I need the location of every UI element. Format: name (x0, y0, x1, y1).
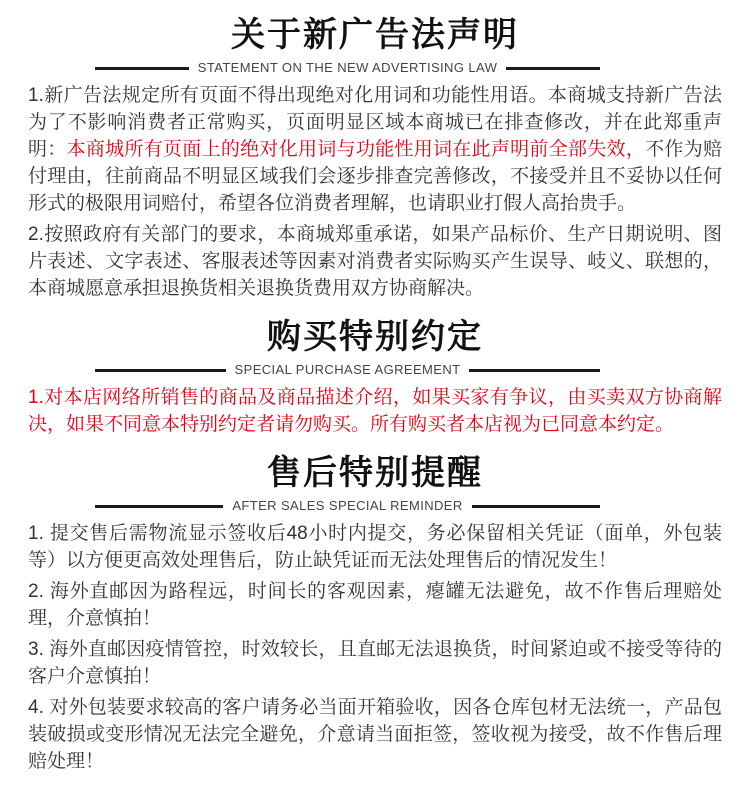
section-title-after-sales: 售后特别提醒 (267, 454, 483, 492)
text-segment: 1. 提交售后需物流显示签收后48小时内提交，务必保留相关凭证（面单，外包装等）以方便更高效处理售后，防止缺凭证而无法处理售后的情况发生！ (28, 523, 722, 571)
section-body-purchase-agreement (0, 384, 750, 438)
divider-line-right (472, 505, 600, 508)
section-purchase-agreement (0, 318, 750, 438)
paragraph-after-sales-1 (28, 520, 722, 574)
section-title-advertising-law: 关于新广告法声明 (231, 16, 519, 54)
text-segment: 2.按照政府有关部门的要求，本商城郑重承诺，如果产品标价、生产日期说明、图片表述、文字表述、客服表述等因素对消费者实际购买产生误导、岐义、联想的，本商城愿意承担退换货相关退换货费用双方协商解决。 (28, 224, 722, 299)
paragraph-advertising-law-2 (28, 221, 722, 302)
paragraph-advertising-law-1 (28, 82, 722, 217)
divider-line-left (95, 67, 189, 70)
text-segment: 不作为赔付理由，往前商品不明显区域我们会逐步排查完善修改，不接受并且不妥协以任何形式的极限用词赔付，希望各位消费者理解，也请职业打假人高抬贵手。 (28, 139, 722, 214)
section-body-advertising-law (0, 82, 750, 302)
paragraph-after-sales-3 (28, 636, 722, 690)
section-advertising-law (0, 16, 750, 302)
section-subtitle-purchase-agreement: SPECIAL PURCHASE AGREEMENT (234, 362, 461, 377)
section-after-sales (0, 454, 750, 775)
text-segment: 1.新广告法规定所有页面不得出现绝对化用词和功能性用语。本商城支持新广告法为了不影响消费者正常购买，页面明显区域本商城已在排查修改，并在此郑重声明： (28, 85, 722, 160)
divider-line-right (506, 67, 600, 70)
paragraph-after-sales-2 (28, 578, 722, 632)
section-subtitle-row (95, 362, 600, 378)
section-subtitle-advertising-law: STATEMENT ON THE NEW ADVERTISING LAW (197, 60, 498, 75)
section-subtitle-row (95, 498, 600, 514)
text-segment-red: 本商城所有页面上的绝对化用词与功能性用词在此声明前全部失效， (66, 139, 646, 160)
divider-line-left (95, 369, 226, 372)
paragraph-after-sales-4 (28, 694, 722, 775)
section-subtitle-after-sales: AFTER SALES SPECIAL REMINDER (232, 498, 463, 513)
text-segment: 2. 海外直邮因为路程远，时间长的客观因素，瘪罐无法避免，故不作售后理赔处理，介意慎拍！ (28, 581, 722, 629)
text-segment: 4. 对外包装要求较高的客户请务必当面开箱验收，因各仓库包材无法统一，产品包装破损或变形情况无法完全避免，介意请当面拒签，签收视为接受，故不作售后理赔处理！ (28, 697, 722, 772)
section-title-purchase-agreement: 购买特别约定 (267, 318, 483, 356)
divider-line-left (95, 505, 223, 508)
divider-line-right (469, 369, 600, 372)
paragraph-purchase-agreement-1 (28, 384, 722, 438)
section-body-after-sales (0, 520, 750, 775)
text-segment-red: 1.对本店网络所销售的商品及商品描述介绍，如果买家有争议，由买卖双方协商解决，如果不同意本特别约定者请勿购买。所有购买者本店视为已同意本约定。 (28, 387, 722, 435)
section-subtitle-row (95, 60, 600, 76)
text-segment: 3. 海外直邮因疫情管控，时效较长，且直邮无法退换货，时间紧迫或不接受等待的客户介意慎拍！ (28, 639, 722, 687)
